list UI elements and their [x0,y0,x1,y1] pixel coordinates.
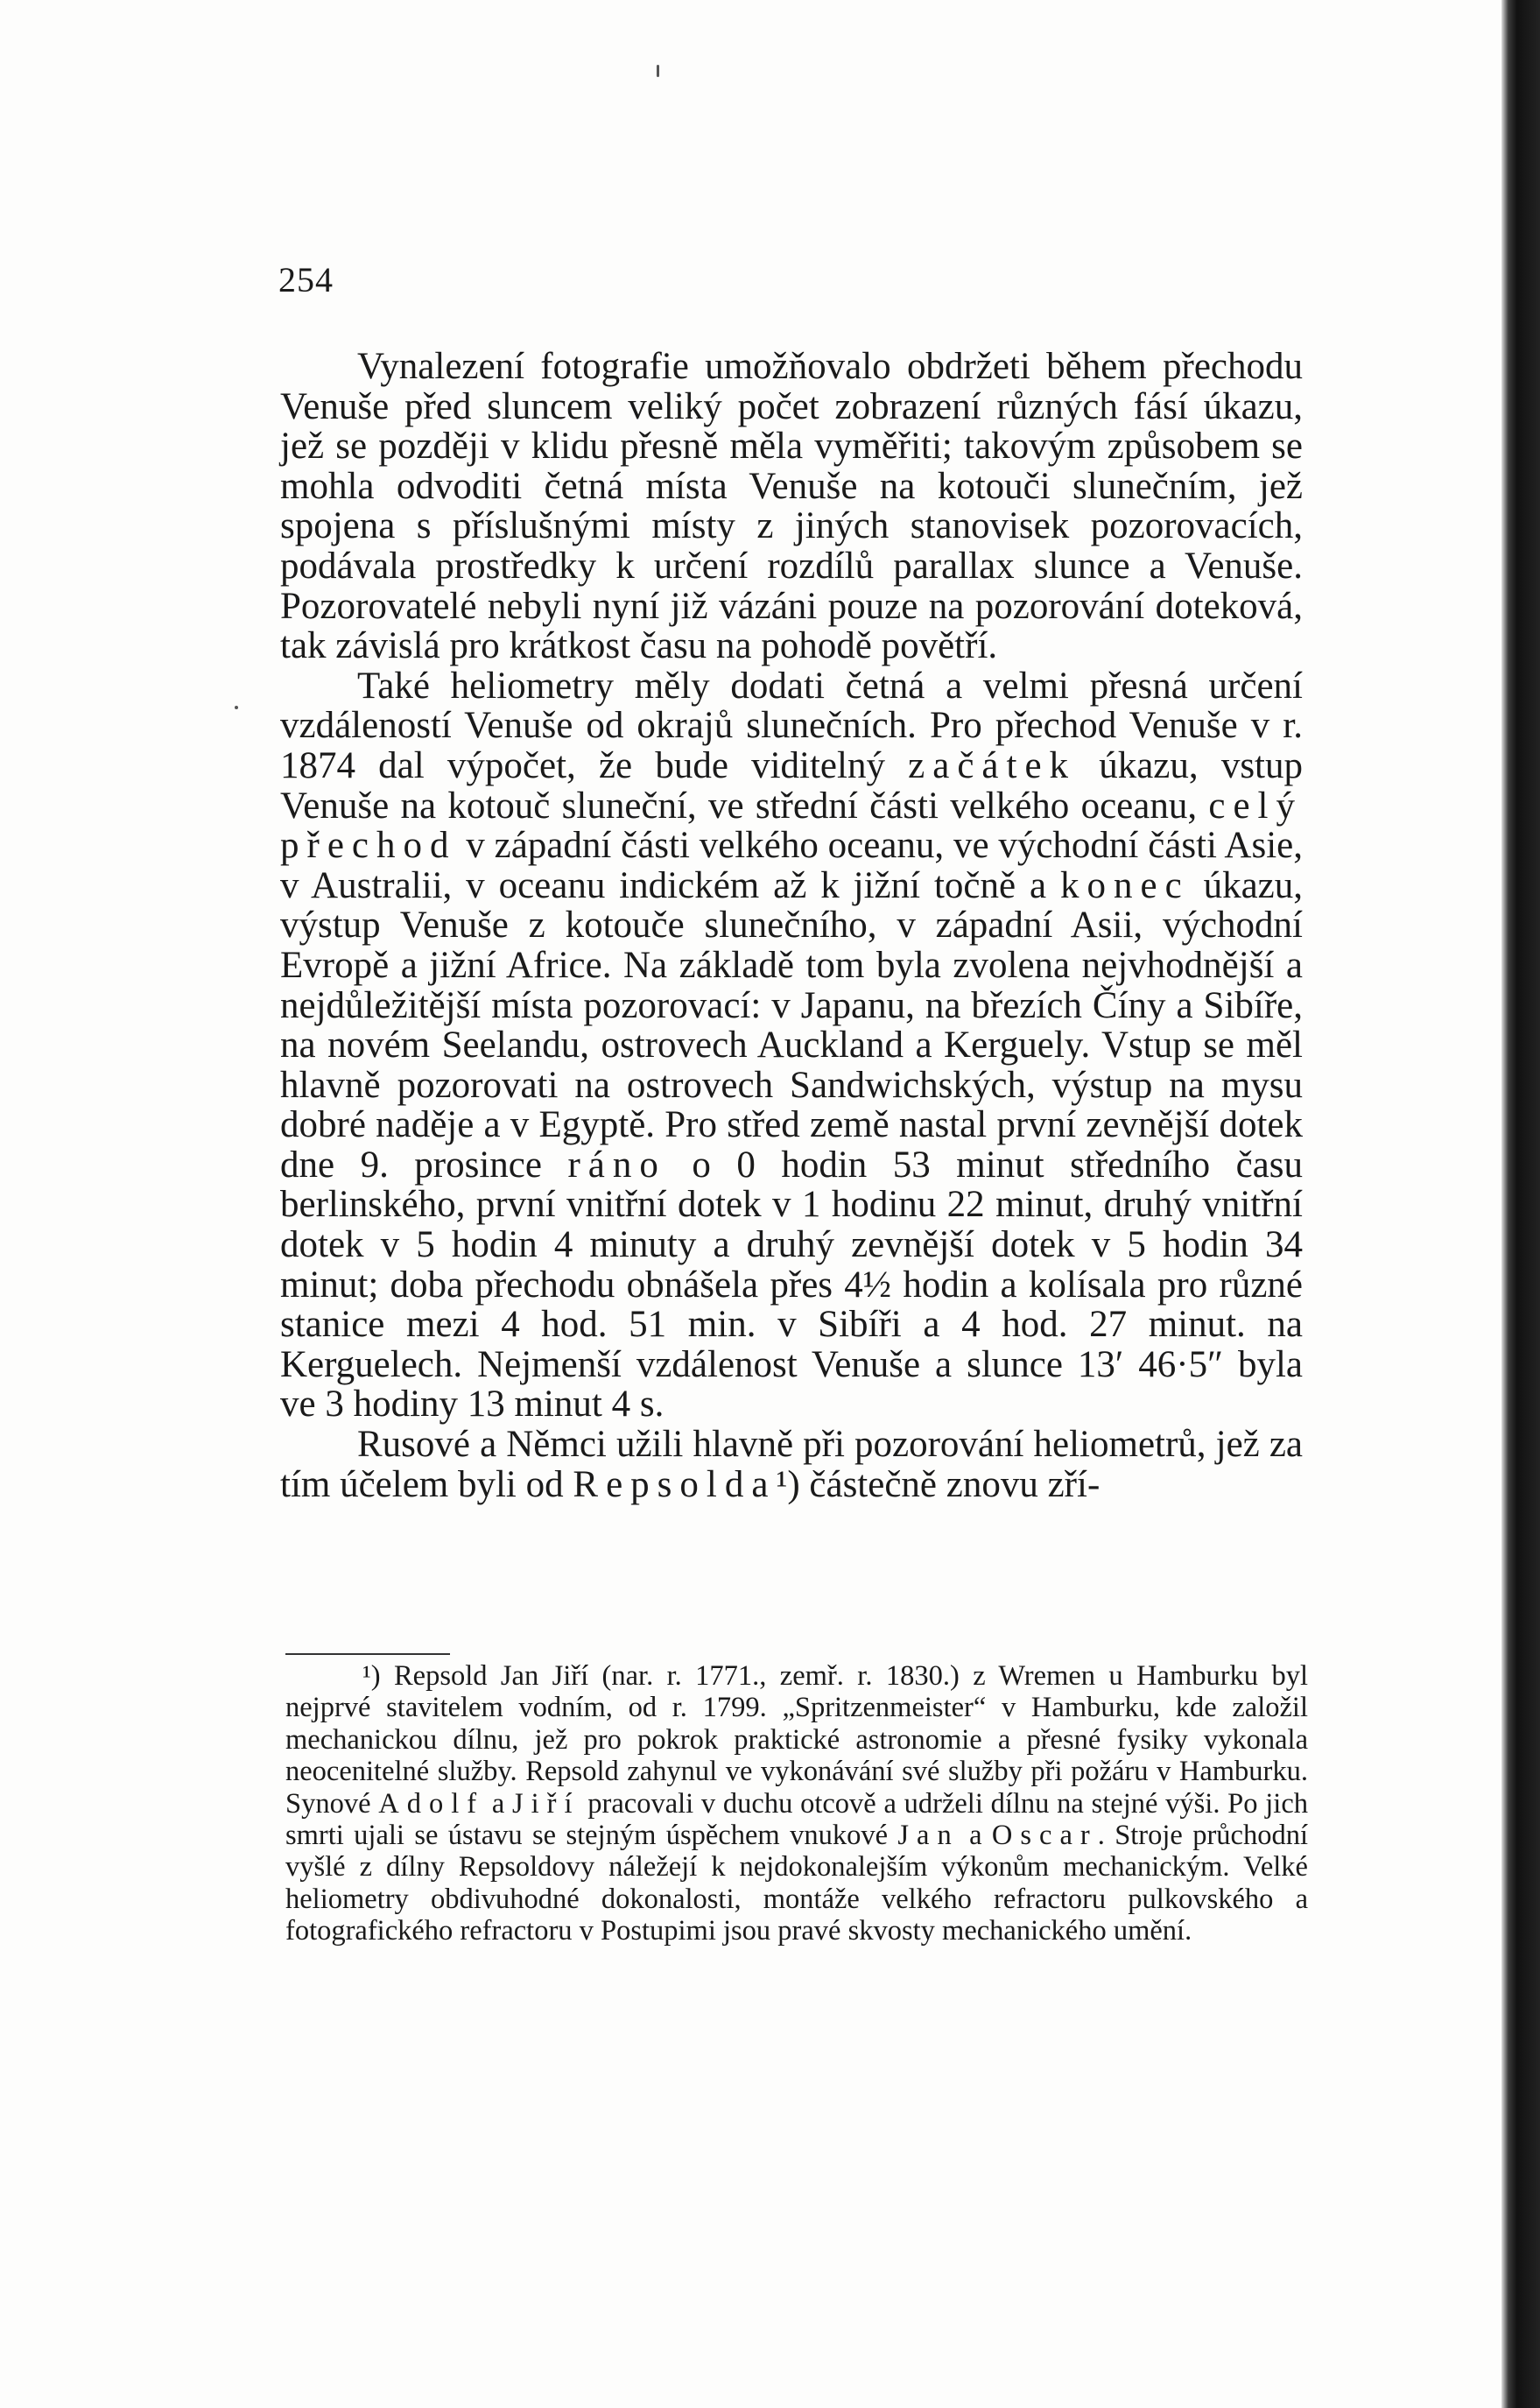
footnote-1 [285,1660,1308,1947]
paragraph-1 [280,347,1303,666]
emphasis-spaced: Repsolda [573,1463,777,1505]
emphasis-spaced: konec [1060,864,1190,906]
scan-page-edge [1501,0,1540,2408]
text-segment: a [484,1787,512,1820]
paragraph-2 [280,666,1303,1425]
text-segment: o 0 hodin 53 minut středního času berlinského, první vnitřní dotek v 1 hodinu 22 minut, druhý vnitřní dotek v 5 hodin 4 minuty a druhý zevnější dotek v 5 hodin 34 minut; doba přechodu obnášela přes 4½ hodin a kolísala pro různé stanice mezi 4 hod. 51 min. v Sibíři a 4 hod. 27 minut. na Kerguelech. Nejmenší vzdálenost Venuše a slunce 13′ 46·5″ byla ve 3 hodiny 13 minut 4 s. [280,1144,1303,1426]
text-segment: pracovali v duchu otcově a udrželi dílnu na stejné výši. Po jich smrti ujali se ústavu se stejným úspěchem vnukové [285,1787,1308,1852]
text-segment: ¹) částečně znovu zří- [776,1463,1101,1505]
footnotes [285,1660,1308,1947]
text-segment: Vynalezení fotografie umožňovalo obdržeti během přechodu Venuše před sluncem veliký počet zobrazení různých fásí úkazu, jež se později v klidu přesně měla vyměřiti; takovým způsobem se mohla odvoditi četná místa Venuše na kotouči slunečním, jež spojena s příslušnými místy z jiných stanovisek pozorovacích, podávala prostředky k určení rozdílů parallax slunce a Venuše. Pozorovatelé nebyli nyní již vázáni pouze na pozorování doteková, tak závislá pro krátkost času na pohodě povětří. [280,346,1303,667]
text-segment: úkazu, výstup Venuše z kotouče slunečního, v západní Asii, východní Evropě a jižní Africe. Na základě tom byla zvolena nejvhodnější a nejdůležitější místa pozorovací: v Japanu, na březích Číny a Sibíře, na novém Seelandu, ostrovech Auckland a Kerguely. Vstup se měl hlavně pozorovati na ostrovech Sandwichských, výstup na mysu dobré naděje a v Egyptě. Pro střed země nastal první zevnější dotek dne 9. prosince [280,864,1303,1186]
emphasis-spaced: Jiří [512,1787,580,1820]
text-segment: . Stroje průchodní vyšlé z dílny Repsoldovy náležejí k nejdokonalejším výkonům mechanickým. Velké heliometry obdivuhodné dokonalosti, montáže velkého refractoru pulkovského a fotografického refractoru v Postupimi jsou pravé skvosty mechanického umění. [285,1820,1308,1947]
emphasis-spaced: Jan [897,1820,960,1852]
text-segment: ¹) Repsold Jan Jiří (nar. r. 1771., zemř. r. 1830.) z Wremen u Hamburku byl nejprvé stavitelem vodním, od r. 1799. „Spritzenmeister“ v Hamburku, kde založil mechanickou dílnu, jež pro pokrok praktické astronomie a přesné fysiky vykonala neocenitelné služby. Repsold zahynul ve vykonávání své služby při požáru v Hamburku. Synové [285,1660,1308,1820]
footnote-divider [285,1653,450,1655]
page-number: 254 [278,260,334,299]
scan-speck [235,706,238,709]
text-segment: a [959,1820,992,1852]
emphasis-spaced: Adolf [378,1787,485,1820]
paragraph-3 [280,1425,1303,1504]
emphasis-spaced: začátek [908,744,1077,786]
emphasis-spaced: Oscar [991,1820,1098,1852]
text-segment: v západní části velkého oceanu, ve východní části Asie, v Australii, v oceanu indickém až k jižní točně a [280,825,1303,906]
main-text [280,347,1303,1504]
text-segment: Také heliometry měly dodati četná a velmi přesná určení vzdáleností Venuše od okrajů slunečních. Pro přechod Venuše v r. 1874 dal výpočet, že bude viditelný [280,665,1303,786]
scan-speck [657,65,659,77]
emphasis-spaced: celý přechod [280,785,1303,867]
emphasis-spaced: ráno [567,1144,666,1186]
text-segment: úkazu, vstup Venuše na kotouč sluneční, ve střední části velkého oceanu, [280,744,1304,827]
text-segment: Rusové a Němci užili hlavně při pozorování heliometrů, jež za tím účelem byli od [280,1424,1303,1505]
